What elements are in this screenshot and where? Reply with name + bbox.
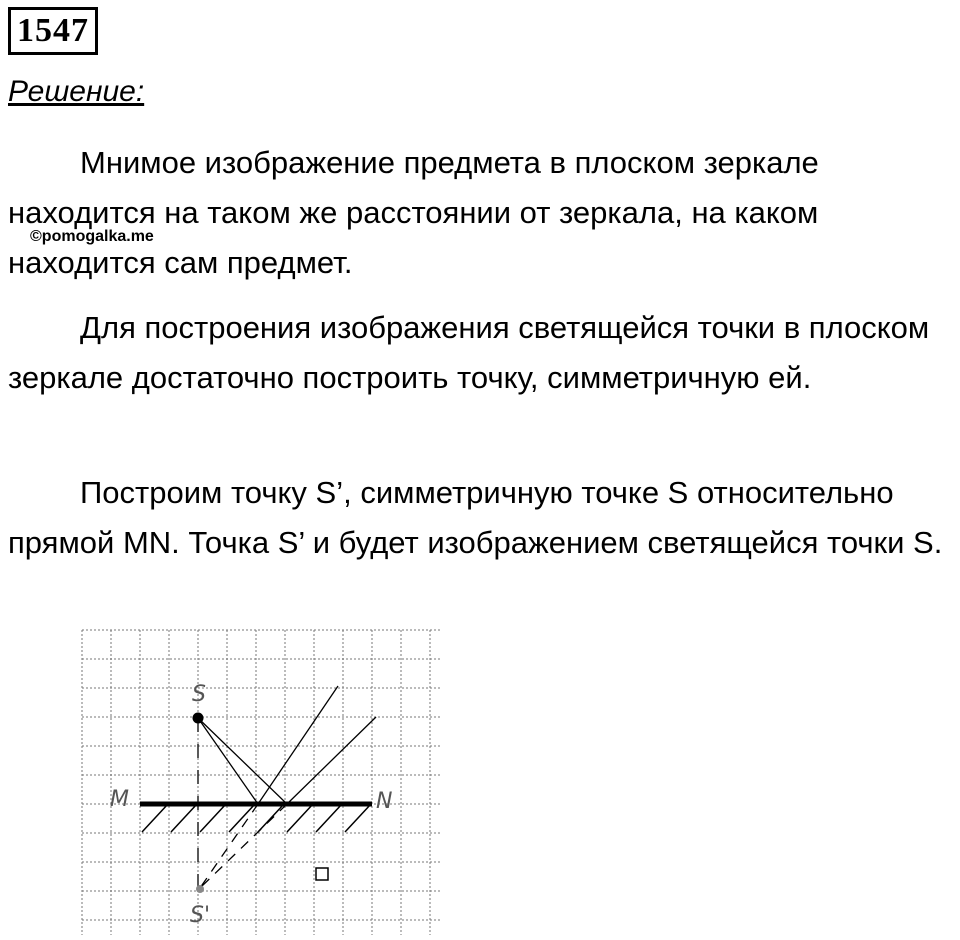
incident-rays [198, 718, 287, 804]
grid [82, 630, 440, 935]
image-point [196, 885, 204, 893]
paragraph-2-text: Для построения изображения светящейся точки в плоском зеркале достаточно построить точку, симметричную ей. [8, 310, 930, 395]
label-n: N [376, 789, 393, 814]
source-point [193, 713, 204, 724]
problem-number: 1547 [8, 7, 98, 55]
label-s-prime: S' [190, 903, 211, 928]
watermark: ©pomogalka.me [30, 228, 154, 245]
square-marker [316, 868, 328, 880]
label-s: S [192, 682, 206, 707]
reflected-rays [258, 686, 376, 804]
paragraph-3-text: Построим точку S’, симметричную точке S относительно прямой MN. Точка S’ и будет изображением светящейся точки S. [8, 475, 943, 560]
label-m: M [110, 787, 129, 812]
solution-heading: Решение: [8, 75, 145, 108]
paragraph-1-text: Мнимое изображение предмета в плоском зеркале находится на таком же расстоянии от зеркала, на каком находится сам предмет. [8, 145, 819, 280]
